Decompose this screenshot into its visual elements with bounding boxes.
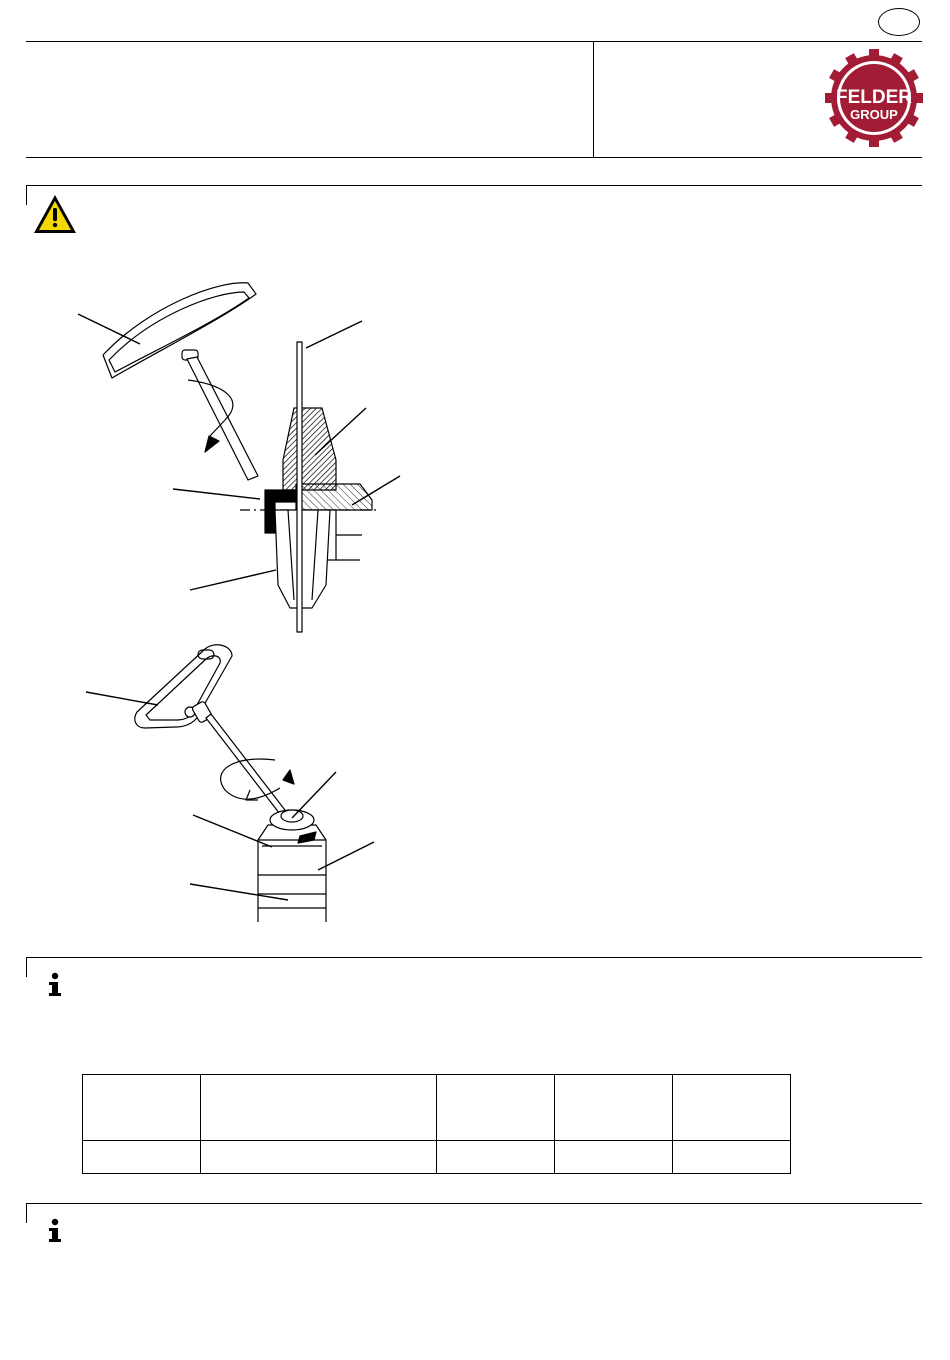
tool-holder [258,810,326,922]
header-bottom-rule [26,157,922,158]
table-cell [673,1075,791,1141]
lower-leader-lines [86,692,374,900]
table-cell [201,1141,437,1174]
t-wrench-upper [103,283,258,480]
table-row [83,1141,791,1174]
warning-section-tick [26,185,27,205]
warning-section-rule [26,185,922,186]
table-cell [555,1075,673,1141]
table-cell [673,1141,791,1174]
table-cell [201,1075,437,1141]
info-section-tick [26,957,27,977]
logo-line2: GROUP [850,107,898,122]
language-badge [878,8,920,36]
table-cell [437,1141,555,1174]
info-icon [47,1218,63,1244]
table-header-row [83,1075,791,1141]
spec-table [82,1074,791,1174]
info-icon [47,972,63,998]
felder-group-logo [824,48,924,148]
warning-triangle-icon [32,193,78,235]
info-section-rule [26,957,922,958]
tool-shank [297,342,302,632]
tool-change-figure [60,260,440,940]
header-divider [593,41,594,158]
logo-line1: FELDER [836,87,912,108]
info-section-tick-2 [26,1203,27,1223]
t-wrench-lower [135,645,288,818]
header-top-rule [26,41,922,42]
table-cell [83,1075,201,1141]
table-cell [555,1141,673,1174]
info-section-rule-2 [26,1203,922,1204]
table-cell [437,1075,555,1141]
table-cell [83,1141,201,1174]
